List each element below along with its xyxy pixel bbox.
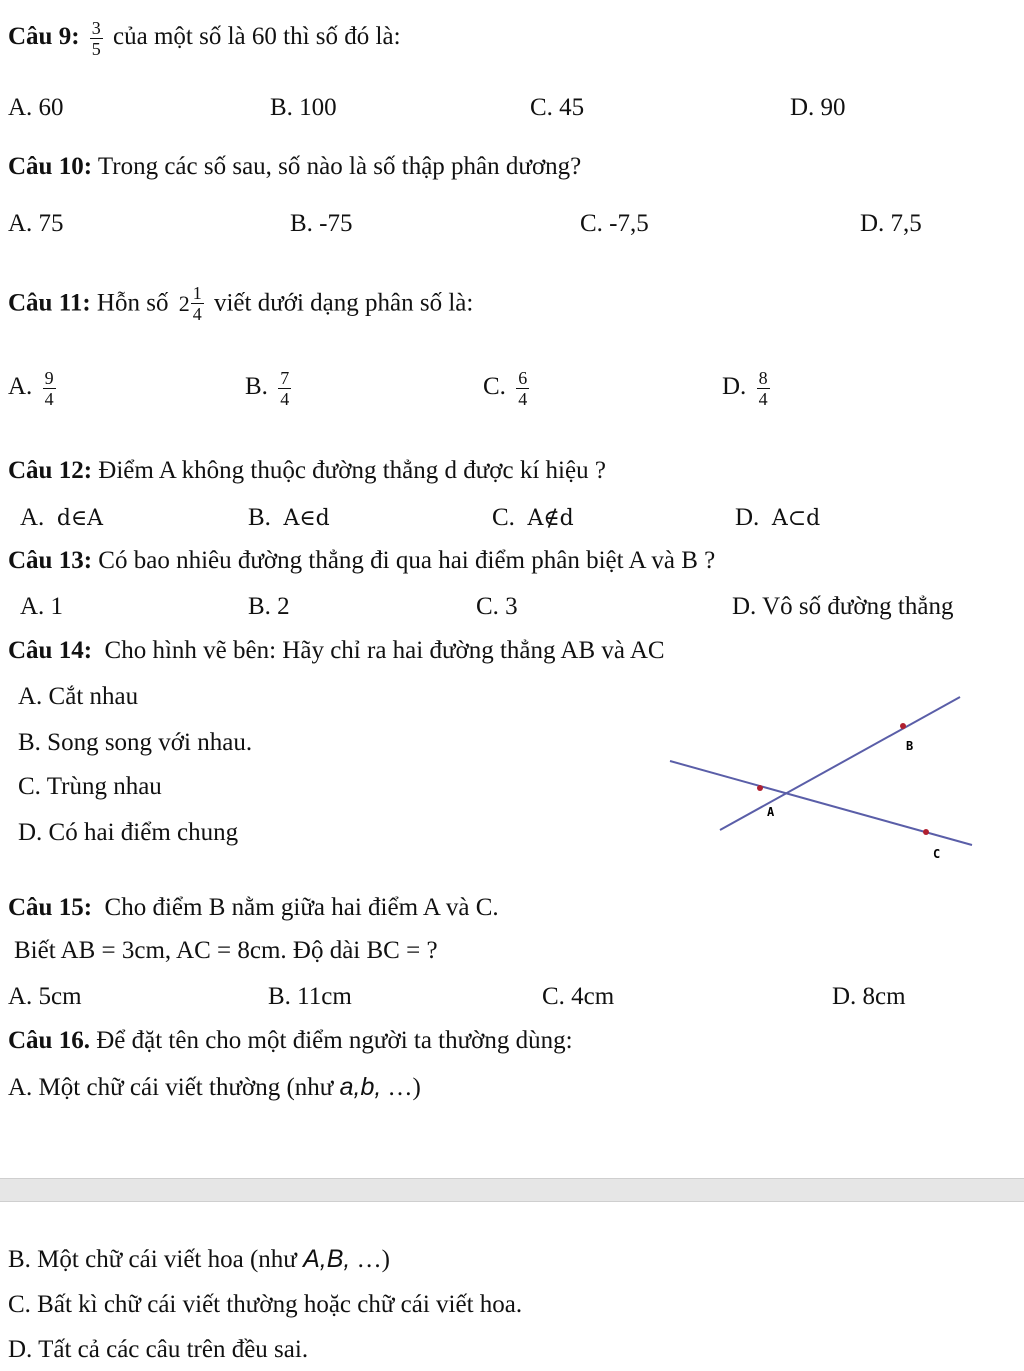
q9-label: Câu 9: — [8, 23, 80, 51]
q11-option-c-den: 4 — [518, 389, 528, 409]
q16-option-d: D. Tất cả các câu trên đều sai. — [8, 1336, 309, 1363]
q12-option-d — [735, 503, 820, 534]
question-9 — [8, 18, 401, 59]
q11-option-b-letter: B. — [245, 373, 268, 401]
q13-label: Câu 13: — [8, 547, 93, 574]
question-15 — [8, 893, 499, 923]
question-16 — [8, 1026, 573, 1056]
q11-option-d — [722, 368, 774, 409]
q11-option-a-letter: A. — [8, 373, 33, 401]
q12-option-d-letter: D. — [735, 504, 760, 531]
q10-option-d: D. 7,5 — [860, 210, 922, 237]
q11-option-d-letter: D. — [722, 373, 747, 401]
q14-figure — [660, 690, 980, 870]
q14-option-a: A. Cắt nhau — [18, 683, 139, 710]
q12-option-b — [248, 503, 330, 534]
q9-text: của một số là 60 thì số đó là: — [113, 23, 401, 51]
q12-option-c — [492, 503, 574, 534]
q11-mixed-whole: 2 — [178, 290, 190, 316]
q12-option-a-expr: d∈A — [56, 506, 104, 531]
point-c-dot — [923, 829, 929, 835]
q10-text: Trong các số sau, số nào là số thập phân dương? — [97, 153, 582, 180]
label-a: A — [767, 805, 775, 819]
q15-option-c: C. 4cm — [542, 983, 615, 1010]
q15-option-b: B. 11cm — [268, 983, 352, 1010]
q15-option-a: A. 5cm — [8, 983, 82, 1010]
q13-option-a: A. 1 — [20, 593, 64, 620]
q11-mixed-num: 1 — [192, 283, 202, 303]
q13-option-c: C. 3 — [476, 593, 518, 620]
question-12 — [8, 456, 606, 486]
q16-option-b-text: B. Một chữ cái viết hoa (như — [8, 1246, 304, 1273]
page-separator — [0, 1178, 1024, 1202]
q14-label: Câu 14: — [8, 637, 93, 664]
q11-option-c-letter: C. — [483, 373, 506, 401]
q11-option-b-den: 4 — [280, 389, 290, 409]
q10-option-a: A. 75 — [8, 210, 64, 237]
q16-label: Câu 16. — [8, 1027, 90, 1054]
q9-frac-num: 3 — [91, 18, 101, 38]
q10-option-c: C. -7,5 — [580, 210, 649, 237]
q11-text-before: Hỗn số — [96, 289, 169, 317]
q11-option-d-den: 4 — [758, 389, 768, 409]
question-13 — [8, 546, 715, 576]
q16-option-a-italic: a,b, — [339, 1073, 382, 1101]
q16-option-b-italic: A,B, — [303, 1245, 351, 1273]
q15-text-2: Biết AB = 3cm, AC = 8cm. Độ dài BC = ? — [14, 937, 438, 964]
q16-option-a-suffix: …) — [381, 1074, 421, 1101]
q9-fraction — [90, 18, 103, 59]
q13-option-b: B. 2 — [248, 593, 290, 620]
q13-option-d: D. Vô số đường thẳng — [732, 593, 954, 620]
q15-text: Cho điểm B nằm giữa hai điểm A và C. — [104, 894, 499, 921]
q12-label: Câu 12: — [8, 457, 93, 484]
q15-option-d: D. 8cm — [832, 983, 906, 1010]
q12-option-b-letter: B. — [248, 504, 271, 531]
q16-option-a-text: A. Một chữ cái viết thường (như — [8, 1074, 340, 1101]
q16-option-a — [8, 1072, 421, 1103]
q12-option-a-letter: A. — [20, 504, 45, 531]
q16-text: Để đặt tên cho một điểm người ta thường dùng: — [96, 1027, 573, 1054]
q14-text: Cho hình vẽ bên: Hãy chỉ ra hai đường thẳng AB và AC — [104, 637, 665, 664]
point-b-dot — [900, 723, 906, 729]
q16-option-b — [8, 1244, 390, 1275]
q11-option-d-num: 8 — [758, 368, 768, 388]
q11-mixed-den: 4 — [192, 304, 202, 324]
q12-option-b-expr: A∈d — [283, 506, 330, 531]
question-14 — [8, 636, 665, 666]
q12-option-d-expr: A⊂d — [771, 506, 821, 531]
q14-option-b: B. Song song với nhau. — [18, 729, 253, 756]
q11-option-c — [483, 368, 533, 409]
q14-option-c: C. Trùng nhau — [18, 773, 162, 800]
q9-option-d: D. 90 — [790, 94, 846, 121]
label-b: B — [906, 739, 914, 753]
q11-option-a — [8, 368, 60, 409]
q10-option-b: B. -75 — [290, 210, 353, 237]
q12-option-c-expr: A∉d — [527, 506, 574, 531]
q11-option-a-num: 9 — [44, 368, 54, 388]
q11-option-b-num: 7 — [280, 368, 290, 388]
q14-option-d: D. Có hai điểm chung — [18, 819, 239, 846]
q11-mixed-number — [179, 283, 204, 324]
q16-option-b-suffix: …) — [350, 1246, 390, 1273]
label-c: C — [933, 847, 941, 861]
q11-option-a-den: 4 — [44, 389, 54, 409]
q11-option-b — [245, 368, 295, 409]
q9-frac-den: 5 — [91, 39, 101, 59]
q11-label: Câu 11: — [8, 289, 91, 317]
q15-label: Câu 15: — [8, 894, 93, 921]
q12-text: Điểm A không thuộc đường thẳng d được kí hiệu ? — [98, 457, 606, 484]
q12-option-c-letter: C. — [492, 504, 515, 531]
point-a-dot — [757, 785, 763, 791]
line-ab — [720, 697, 960, 830]
q9-option-b: B. 100 — [270, 94, 337, 121]
q12-option-a — [20, 503, 103, 534]
q13-text: Có bao nhiêu đường thẳng đi qua hai điểm phân biệt A và B ? — [98, 547, 716, 574]
q16-option-c: C. Bất kì chữ cái viết thường hoặc chữ cái viết hoa. — [8, 1291, 523, 1318]
q11-text-after: viết dưới dạng phân số là: — [213, 289, 474, 317]
question-11 — [8, 283, 473, 324]
question-10 — [8, 152, 581, 182]
q9-option-c: C. 45 — [530, 94, 585, 121]
q10-label: Câu 10: — [8, 153, 93, 180]
q11-option-c-num: 6 — [518, 368, 528, 388]
q9-option-a: A. 60 — [8, 94, 64, 121]
